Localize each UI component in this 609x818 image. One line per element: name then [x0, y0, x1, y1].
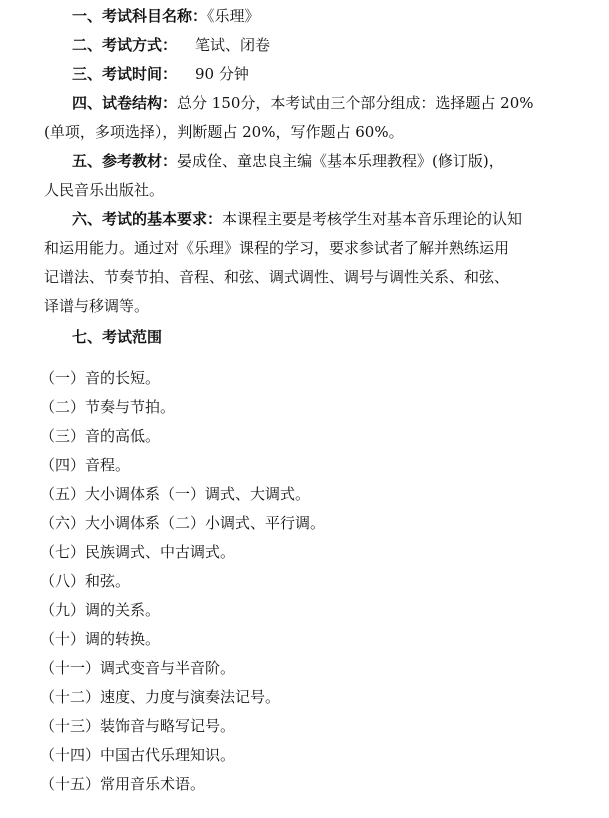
section-3-label: 三、考试时间：	[72, 65, 178, 83]
scope-item: （六）大小调体系（二）小调式、平行调。	[40, 514, 326, 532]
section-6-line-1	[72, 209, 522, 229]
section-5-line-1	[72, 151, 504, 171]
section-1-value: 《乐理》	[207, 7, 260, 25]
scope-item: （十五）常用音乐术语。	[40, 775, 206, 793]
scope-item: （五）大小调体系（一）调式、大调式。	[40, 485, 311, 503]
section-4-label: 四、试卷结构：	[72, 94, 178, 112]
scope-item: （八）和弦。	[40, 572, 131, 590]
section-3-value: 90 分钟	[195, 65, 249, 83]
section-6-text-4: 译谱与移调等。	[44, 297, 150, 315]
section-6-label: 六、考试的基本要求：	[72, 210, 223, 228]
scope-item: （十一）调式变音与半音阶。	[40, 659, 236, 677]
section-6-text-3: 记谱法、节奏节拍、音程、和弦、调式调性、调号与调性关系、和弦、	[44, 268, 510, 286]
section-1	[72, 6, 260, 26]
section-2	[72, 35, 270, 55]
scope-item: （三）音的高低。	[40, 427, 161, 445]
section-5-text-2: 人民音乐出版社。	[44, 181, 165, 199]
section-4-line-1	[72, 93, 534, 113]
section-2-label: 二、考试方式：	[72, 36, 178, 54]
section-1-label: 一、考试科目名称：	[72, 7, 208, 25]
section-5-label: 五、参考教材：	[72, 152, 178, 170]
scope-item: （十二）速度、力度与演奏法记号。	[40, 688, 281, 706]
scope-item: （十）调的转换。	[40, 630, 161, 648]
section-2-value: 笔试、闭卷	[195, 36, 271, 54]
section-7-heading: 七、考试范围	[72, 328, 163, 346]
section-3	[72, 64, 249, 84]
section-6-text-1: 本课程主要是考核学生对基本音乐理论的认知	[222, 210, 523, 228]
scope-item: （九）调的关系。	[40, 601, 161, 619]
scope-item: （一）音的长短。	[40, 369, 161, 387]
section-6-text-2: 和运用能力。通过对《乐理》课程的学习，要求参试者了解并熟练运用	[44, 239, 510, 257]
section-5-text-1: 晏成佺、童忠良主编《基本乐理教程》(修订版)，	[177, 152, 504, 170]
scope-item: （十四）中国古代乐理知识。	[40, 746, 236, 764]
scope-item: （二）节奏与节拍。	[40, 398, 176, 416]
section-4-text-2: (单项，多项选择），判断题占 20%，写作题占 60%。	[44, 123, 404, 141]
scope-item: （四）音程。	[40, 456, 131, 474]
scope-item: （七）民族调式、中古调式。	[40, 543, 236, 561]
section-4-text-1: 总分 150分，本考试由三个部分组成：选择题占 20%	[177, 94, 534, 112]
scope-item: （十三）装饰音与略写记号。	[40, 717, 236, 735]
